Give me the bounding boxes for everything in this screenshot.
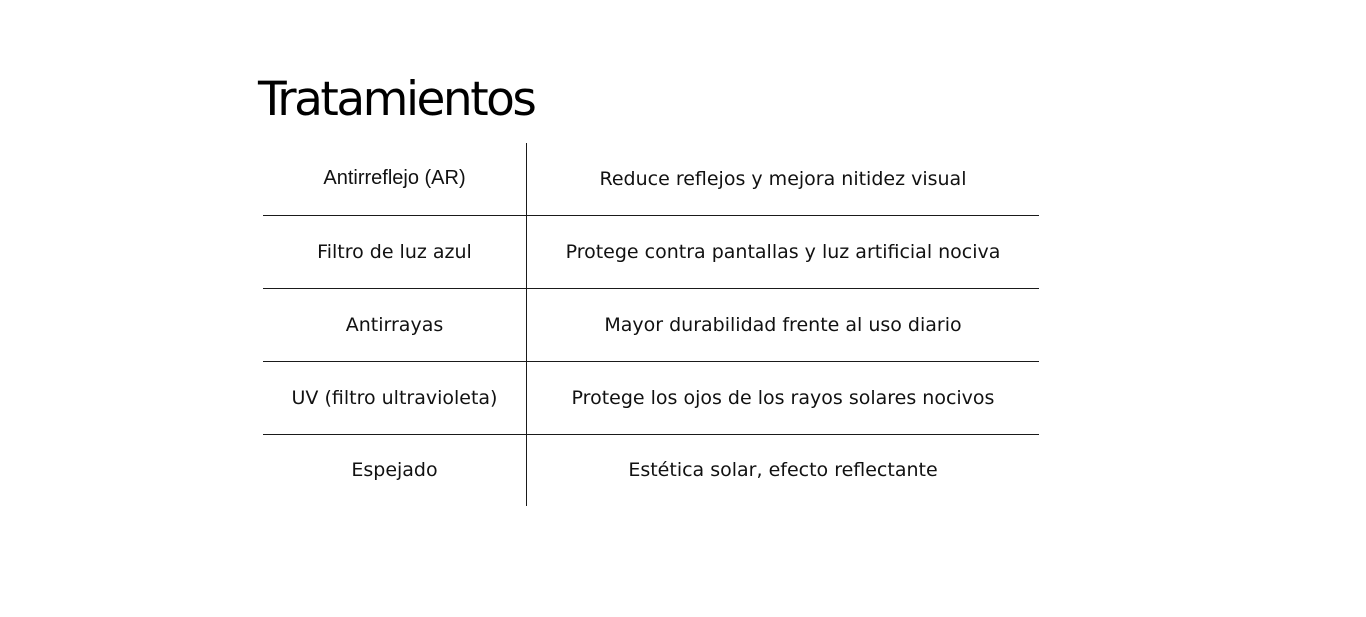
table-row [263, 215, 1039, 288]
treatment-name-cell [263, 434, 527, 506]
table-row [263, 288, 1039, 361]
treatment-description: Estética solar, efecto reflectante [628, 459, 938, 482]
table-row [263, 143, 1039, 215]
treatment-description-cell [527, 361, 1040, 434]
treatment-name-cell [263, 215, 527, 288]
table-row [263, 361, 1039, 434]
treatment-name: UV (filtro ultravioleta) [291, 386, 498, 409]
treatment-description-cell [527, 288, 1040, 361]
treatment-description: Protege contra pantallas y luz artificial nociva [565, 240, 1001, 263]
treatment-description: Protege los ojos de los rayos solares nocivos [571, 386, 995, 409]
page-title: Tratamientos [258, 72, 535, 127]
treatment-name: Antirrayas [345, 313, 444, 336]
treatment-description-cell [527, 215, 1040, 288]
treatment-description-cell [527, 434, 1040, 506]
treatment-description: Reduce reflejos y mejora nitidez visual [599, 167, 967, 190]
treatment-name: Antirreflejo (AR) [323, 167, 466, 190]
treatment-name-cell [263, 361, 527, 434]
treatment-name-cell [263, 143, 527, 215]
treatment-description-cell [527, 143, 1040, 215]
treatment-name: Filtro de luz azul [317, 240, 472, 263]
table-row [263, 434, 1039, 506]
treatment-name: Espejado [351, 459, 438, 482]
treatment-name-cell [263, 288, 527, 361]
treatments-table [263, 143, 1039, 506]
treatment-description: Mayor durabilidad frente al uso diario [604, 313, 962, 336]
